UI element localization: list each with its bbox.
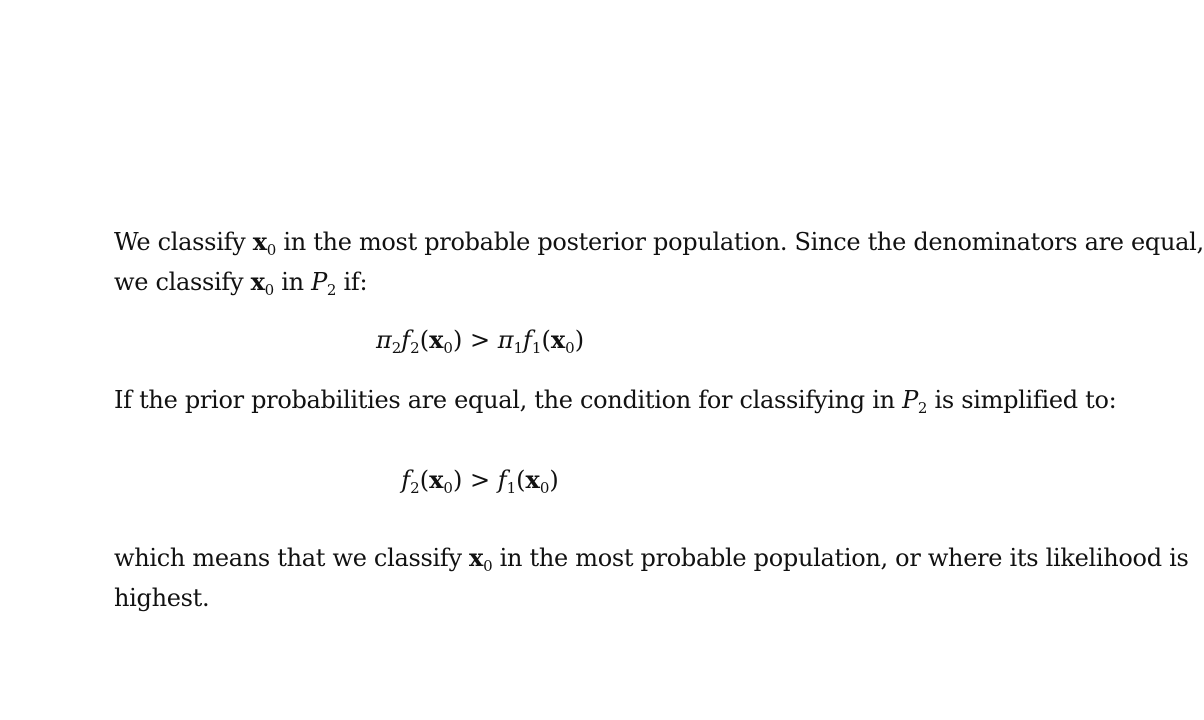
text-run: in the most probable population, or where its likelihood is	[492, 544, 1189, 572]
subscript: 2	[410, 339, 420, 357]
paragraph-line: highest.	[114, 584, 210, 612]
subscript: 1	[506, 479, 517, 497]
text-run: in	[273, 268, 312, 296]
vector-x: x	[469, 543, 484, 572]
subscript: 0	[266, 241, 277, 259]
paragraph-equal-priors	[114, 380, 1117, 420]
vector-x: x	[525, 465, 540, 494]
subscript: 0	[539, 479, 550, 497]
density-symbol: f	[497, 466, 507, 494]
paren: )	[452, 466, 463, 494]
vector-x: x	[550, 325, 566, 354]
paren: (	[541, 326, 551, 354]
vector-x: x	[250, 267, 265, 296]
vector-x: x	[429, 325, 444, 354]
text-run: is simplified to:	[927, 386, 1117, 414]
population-symbol: P	[902, 386, 918, 414]
density-symbol: f	[401, 326, 411, 354]
vector-x: x	[429, 465, 444, 494]
density-symbol: f	[523, 326, 532, 354]
subscript: 0	[565, 339, 575, 357]
text-run: if:	[336, 268, 368, 296]
text-run: If the prior probabilities are equal, the condition for classifying in	[114, 386, 903, 414]
subscript: 0	[264, 281, 274, 299]
subscript: 2	[410, 479, 420, 497]
subscript: 0	[443, 339, 453, 357]
subscript: 2	[391, 339, 402, 357]
paren: )	[574, 326, 585, 354]
subscript: 1	[531, 339, 542, 357]
text-run: which means that we classify	[114, 544, 470, 572]
subscript: 0	[443, 479, 453, 497]
paragraph-classify-posterior	[114, 222, 1204, 302]
paren: )	[549, 466, 559, 494]
greater-than: >	[462, 326, 498, 354]
paragraph-line	[114, 262, 884, 302]
density-symbol: f	[401, 466, 411, 494]
subscript: 2	[326, 281, 337, 299]
equation-likelihood-rule	[0, 462, 960, 498]
paren: (	[419, 326, 430, 354]
paren: (	[516, 466, 526, 494]
paragraph-line	[114, 380, 1117, 420]
prior-symbol: π	[375, 326, 392, 354]
equation-posterior-rule	[0, 322, 960, 358]
text-run: in the most probable posterior population. Since the denominators are equal,	[276, 228, 1204, 256]
paragraph-line	[114, 222, 1204, 262]
greater-than: >	[462, 466, 498, 494]
population-symbol: P	[311, 268, 327, 296]
paren: (	[419, 466, 430, 494]
paren: )	[452, 326, 463, 354]
text-run: we classify	[114, 268, 251, 296]
text-run: We classify	[114, 228, 253, 256]
paragraph-most-probable-population	[114, 538, 1189, 618]
subscript: 0	[483, 557, 493, 575]
paragraph-line	[114, 538, 1189, 578]
subscript: 1	[513, 339, 524, 357]
subscript: 2	[917, 399, 928, 417]
prior-symbol: π	[497, 326, 514, 354]
vector-x: x	[252, 227, 267, 256]
